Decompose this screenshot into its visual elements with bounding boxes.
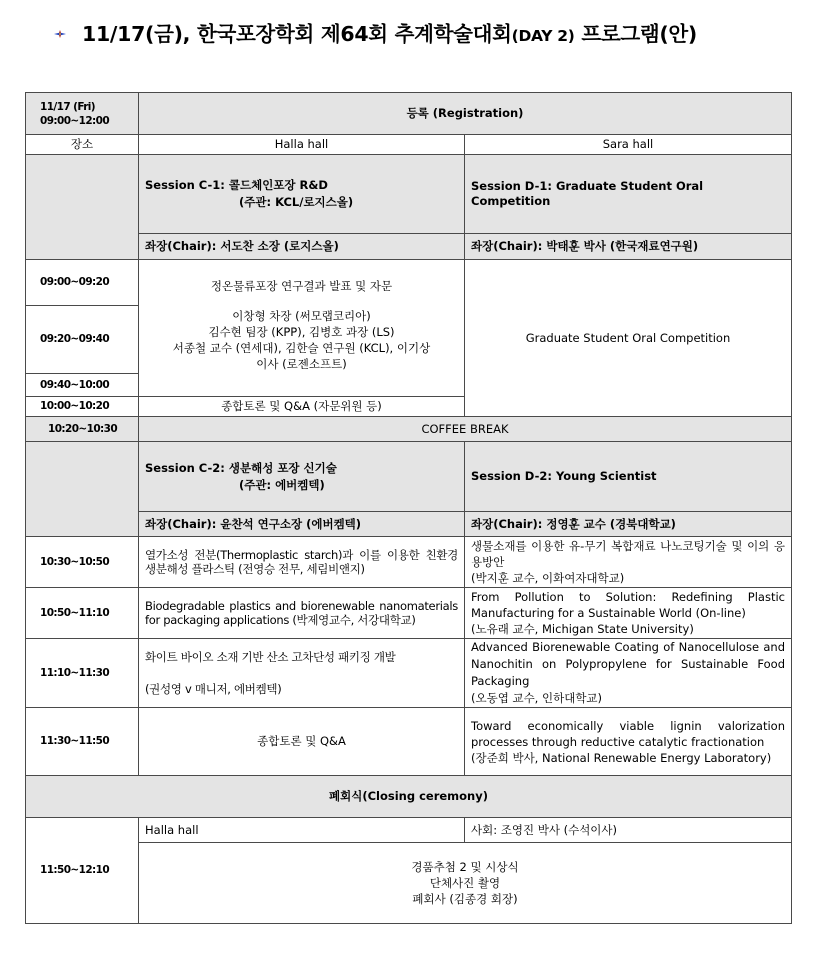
session1-chair-row xyxy=(26,234,792,260)
venue-row xyxy=(26,135,792,155)
page-title-row xyxy=(50,14,697,50)
c1-speaker: 이창형 차장 (써모랩코리아) xyxy=(232,309,371,323)
c2-discussion: 종합토론 및 Q&A xyxy=(139,708,465,776)
closing-label: 폐회식(Closing ceremony) xyxy=(26,776,792,818)
session2-row-2 xyxy=(26,588,792,639)
time-slot: 10:00~10:20 xyxy=(26,397,139,417)
session-c1-title: Session C-1: 콜드체인포장 R&D (주관: KCL/로지스올) xyxy=(139,155,465,234)
page-title: 11/17(금), 한국포장학회 제64회 추계학술대회(DAY 2) 프로그램(안) xyxy=(82,22,698,46)
session-d1-block: Graduate Student Oral Competition xyxy=(465,260,792,417)
session2-row-1 xyxy=(26,537,792,588)
c1-discussion: 종합토론 및 Q&A (자문위원 등) xyxy=(139,397,465,417)
time-slot: 11:30~11:50 xyxy=(26,708,139,776)
hall-left: Halla hall xyxy=(139,135,465,155)
registration-row xyxy=(26,93,792,135)
coffee-row xyxy=(26,417,792,442)
c1-speaker: 서종철 교수 (연세대), 김한슬 연구원 (KCL), 이기상 xyxy=(172,341,431,355)
time-slot: 09:20~09:40 xyxy=(26,306,139,374)
session-d2-chair: 좌장(Chair): 정영훈 교수 (경북대학교) xyxy=(465,512,792,537)
session2-row-4 xyxy=(26,708,792,776)
session1-title-row xyxy=(26,155,792,234)
coffee-label: COFFEE BREAK xyxy=(139,417,792,442)
registration-time-cell xyxy=(26,93,139,135)
session-d1-chair: 좌장(Chair): 박태훈 박사 (한국재료연구원) xyxy=(465,234,792,260)
session-c2-chair: 좌장(Chair): 윤찬석 연구소장 (에버켐텍) xyxy=(139,512,465,537)
registration-time: 09:00~12:00 xyxy=(40,114,110,127)
closing-header-row xyxy=(26,776,792,818)
session2-row-3 xyxy=(26,639,792,708)
d2-talk-4: Toward economically viable lignin valorization processes through reductive catalytic fractionation (장준희 박사, National Renewable Energy Laboratory) xyxy=(465,708,792,776)
closing-hall-row xyxy=(26,818,792,843)
time-slot: 10:30~10:50 xyxy=(26,537,139,588)
closing-hall: Halla hall xyxy=(139,818,465,843)
d2-talk-2: From Pollution to Solution: Redefining Plastic Manufacturing for a Sustainable World (On-line) (노유래 교수, Michigan State University) xyxy=(465,588,792,639)
program-table xyxy=(25,92,792,924)
c2-talk-2: Biodegradable plastics and biorenewable nanomaterials for packaging applications (박제영교수, 서강대학교) xyxy=(139,588,465,639)
session-d1-title: Session D-1: Graduate Student Oral Competition xyxy=(465,155,792,234)
time-slot: 11:10~11:30 xyxy=(26,639,139,708)
time-slot: 09:40~10:00 xyxy=(26,374,139,397)
c2-talk-3: 화이트 바이오 소재 기반 산소 고차단성 패키징 개발 (권성영 v 매니저, 에버켐텍) xyxy=(139,639,465,708)
session-c1-chair: 좌장(Chair): 서도찬 소장 (로지스올) xyxy=(139,234,465,260)
hall-right: Sara hall xyxy=(465,135,792,155)
session1-row-1 xyxy=(26,260,792,306)
registration-label: 등록 (Registration) xyxy=(139,93,792,135)
venue-label: 장소 xyxy=(26,135,139,155)
session1-blank-cell xyxy=(26,155,139,260)
closing-item: 단체사진 촬영 xyxy=(429,876,501,890)
time-slot: 10:50~11:10 xyxy=(26,588,139,639)
closing-items xyxy=(139,843,792,924)
c1-speaker: 이사 (로젠소프트) xyxy=(256,357,347,371)
d2-talk-1: 생물소재를 이용한 유-무기 복합재료 나노코팅기술 및 이의 응용방안 (박지훈 교수, 이화여자대학교) xyxy=(465,537,792,588)
sparkle-bullet-icon xyxy=(50,22,70,42)
time-slot: 09:00~09:20 xyxy=(26,260,139,306)
closing-time: 11:50~12:10 xyxy=(26,818,139,924)
closing-item: 폐회사 (김종경 회장) xyxy=(412,892,518,906)
session2-title-row xyxy=(26,442,792,512)
session-c2-title: Session C-2: 생분해성 포장 신기술 (주관: 에버켐텍) xyxy=(139,442,465,512)
session2-chair-row xyxy=(26,512,792,537)
c1-speaker: 김수현 팀장 (KPP), 김병호 과장 (LS) xyxy=(208,325,395,339)
session-c1-talk xyxy=(139,260,465,397)
registration-date: 11/17 (Fri) xyxy=(40,100,95,113)
session2-blank-cell xyxy=(26,442,139,537)
d2-talk-3: Advanced Biorenewable Coating of Nanocellulose and Nanochitin on Polypropylene for Sustainable Food Packaging (오동엽 교수, 인하대학교) xyxy=(465,639,792,708)
coffee-time: 10:20~10:30 xyxy=(26,417,139,442)
c1-talk-title: 정온물류포장 연구결과 발표 및 자문 xyxy=(210,279,393,293)
session-d2-title: Session D-2: Young Scientist xyxy=(465,442,792,512)
closing-host: 사회: 조영진 박사 (수석이사) xyxy=(465,818,792,843)
closing-items-row xyxy=(26,843,792,924)
closing-item: 경품추첨 2 및 시상식 xyxy=(411,860,519,874)
c2-talk-1: 열가소성 전분(Thermoplastic starch)과 이를 이용한 친환경 생분해성 플라스틱 (전영승 전무, 세림비앤지) xyxy=(139,537,465,588)
